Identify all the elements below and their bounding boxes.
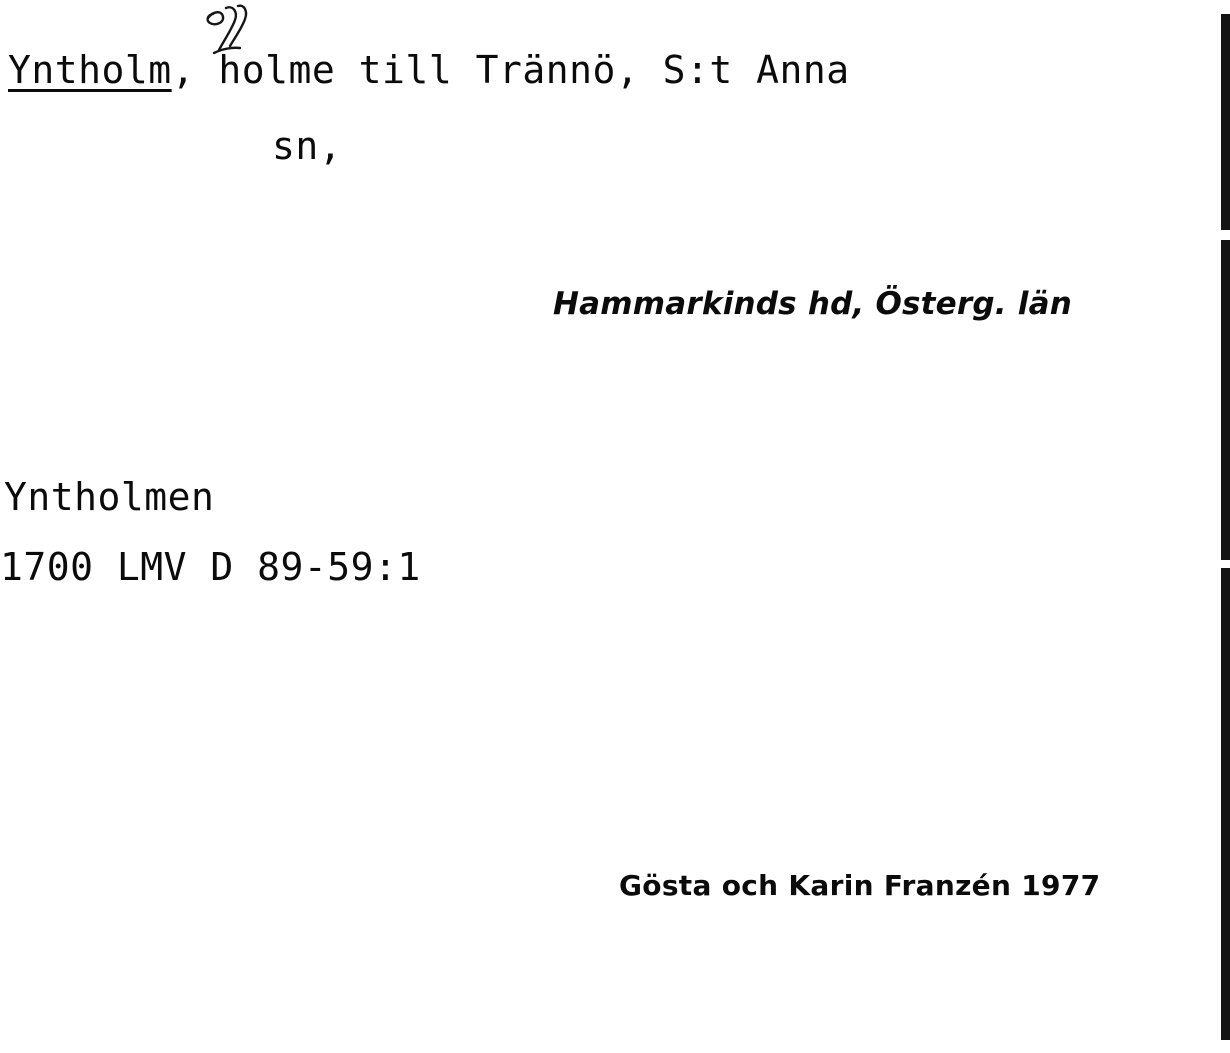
- headword-suffix: , holme till Trännö, S:t Anna: [171, 48, 850, 92]
- district-county-line: Hammarkinds hd, Österg. län: [553, 286, 1072, 322]
- headword: Yntholm: [8, 48, 172, 92]
- source-reference: 1700 LMV D 89-59:1: [0, 545, 421, 589]
- scan-edge-gap-mid: [1221, 230, 1230, 240]
- headword-line-2: sn,: [272, 124, 343, 168]
- source-form-name: Yntholmen: [4, 475, 215, 519]
- scan-edge-gap-top: [1221, 0, 1230, 14]
- signature-line: Gösta och Karin Franzén 1977: [619, 869, 1101, 902]
- scan-edge-gap-lower: [1221, 560, 1230, 568]
- headword-line: [8, 48, 850, 92]
- scan-right-edge: [1221, 0, 1230, 1053]
- scan-edge-gap-bottom: [1221, 1040, 1230, 1053]
- handwritten-mark-icon: [196, 0, 276, 58]
